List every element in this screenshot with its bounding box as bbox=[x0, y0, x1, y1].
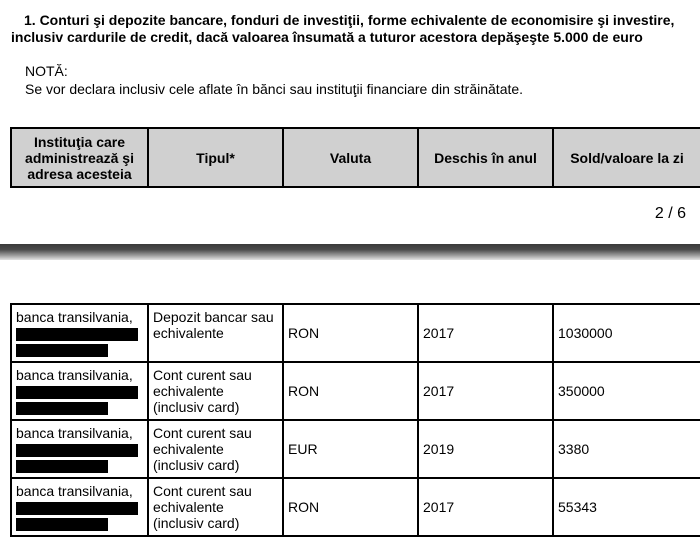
cell-type: Cont curent sau echivalente (inclusiv card) bbox=[148, 478, 283, 536]
redaction-block bbox=[16, 460, 108, 473]
header-institution: Instituţia care administrează şi adresa acesteia bbox=[11, 128, 148, 187]
cell-year: 2019 bbox=[418, 420, 553, 478]
cell-currency: RON bbox=[283, 478, 418, 536]
accounts-data-table bbox=[10, 303, 700, 537]
redaction-block bbox=[16, 444, 138, 457]
cell-type: Cont curent sau echivalente (inclusiv card) bbox=[148, 362, 283, 420]
institution-name: banca transilvania, bbox=[16, 425, 133, 441]
table-row bbox=[11, 304, 700, 362]
cell-type: Depozit bancar sau echivalente bbox=[148, 304, 283, 362]
table-row bbox=[11, 362, 700, 420]
redaction-block bbox=[16, 502, 138, 515]
cell-type: Cont curent sau echivalente (inclusiv card) bbox=[148, 420, 283, 478]
institution-name: banca transilvania, bbox=[16, 309, 133, 325]
table-row bbox=[11, 478, 700, 536]
header-row bbox=[11, 128, 700, 187]
cell-institution bbox=[11, 362, 148, 420]
redaction-block bbox=[16, 402, 108, 415]
redaction-block bbox=[16, 518, 108, 531]
cell-currency: EUR bbox=[283, 420, 418, 478]
cell-institution bbox=[11, 420, 148, 478]
cell-balance: 55343 bbox=[553, 478, 700, 536]
header-type: Tipul* bbox=[148, 128, 283, 187]
section-title: 1. Conturi şi depozite bancare, fonduri de investiţii, forme echivalente de economisire şi investire, inclusiv cardurile de credit, dacă valoarea însumată a tuturor acestora depăşeşte 5.000 de euro bbox=[11, 12, 675, 45]
cell-year: 2017 bbox=[418, 478, 553, 536]
page-separator bbox=[0, 244, 700, 260]
header-year-opened: Deschis în anul bbox=[418, 128, 553, 187]
redaction-block bbox=[16, 386, 138, 399]
cell-year: 2017 bbox=[418, 304, 553, 362]
cell-institution bbox=[11, 478, 148, 536]
institution-name: banca transilvania, bbox=[16, 367, 133, 383]
cell-currency: RON bbox=[283, 362, 418, 420]
table-row bbox=[11, 420, 700, 478]
header-currency: Valuta bbox=[283, 128, 418, 187]
cell-balance: 3380 bbox=[553, 420, 700, 478]
note-text: Se vor declara inclusiv cele aflate în bănci sau instituţii financiare din străinătate. bbox=[25, 81, 524, 97]
redaction-block bbox=[16, 328, 138, 341]
cell-institution bbox=[11, 304, 148, 362]
cell-currency: RON bbox=[283, 304, 418, 362]
header-balance: Sold/valoare la zi bbox=[553, 128, 700, 187]
cell-balance: 350000 bbox=[553, 362, 700, 420]
redaction-block bbox=[16, 344, 108, 357]
institution-name: banca transilvania, bbox=[16, 483, 133, 499]
note-label: NOTĂ: bbox=[25, 63, 68, 79]
cell-year: 2017 bbox=[418, 362, 553, 420]
page-number: 2 / 6 bbox=[654, 205, 686, 222]
cell-balance: 1030000 bbox=[553, 304, 700, 362]
accounts-header-table bbox=[10, 127, 700, 188]
